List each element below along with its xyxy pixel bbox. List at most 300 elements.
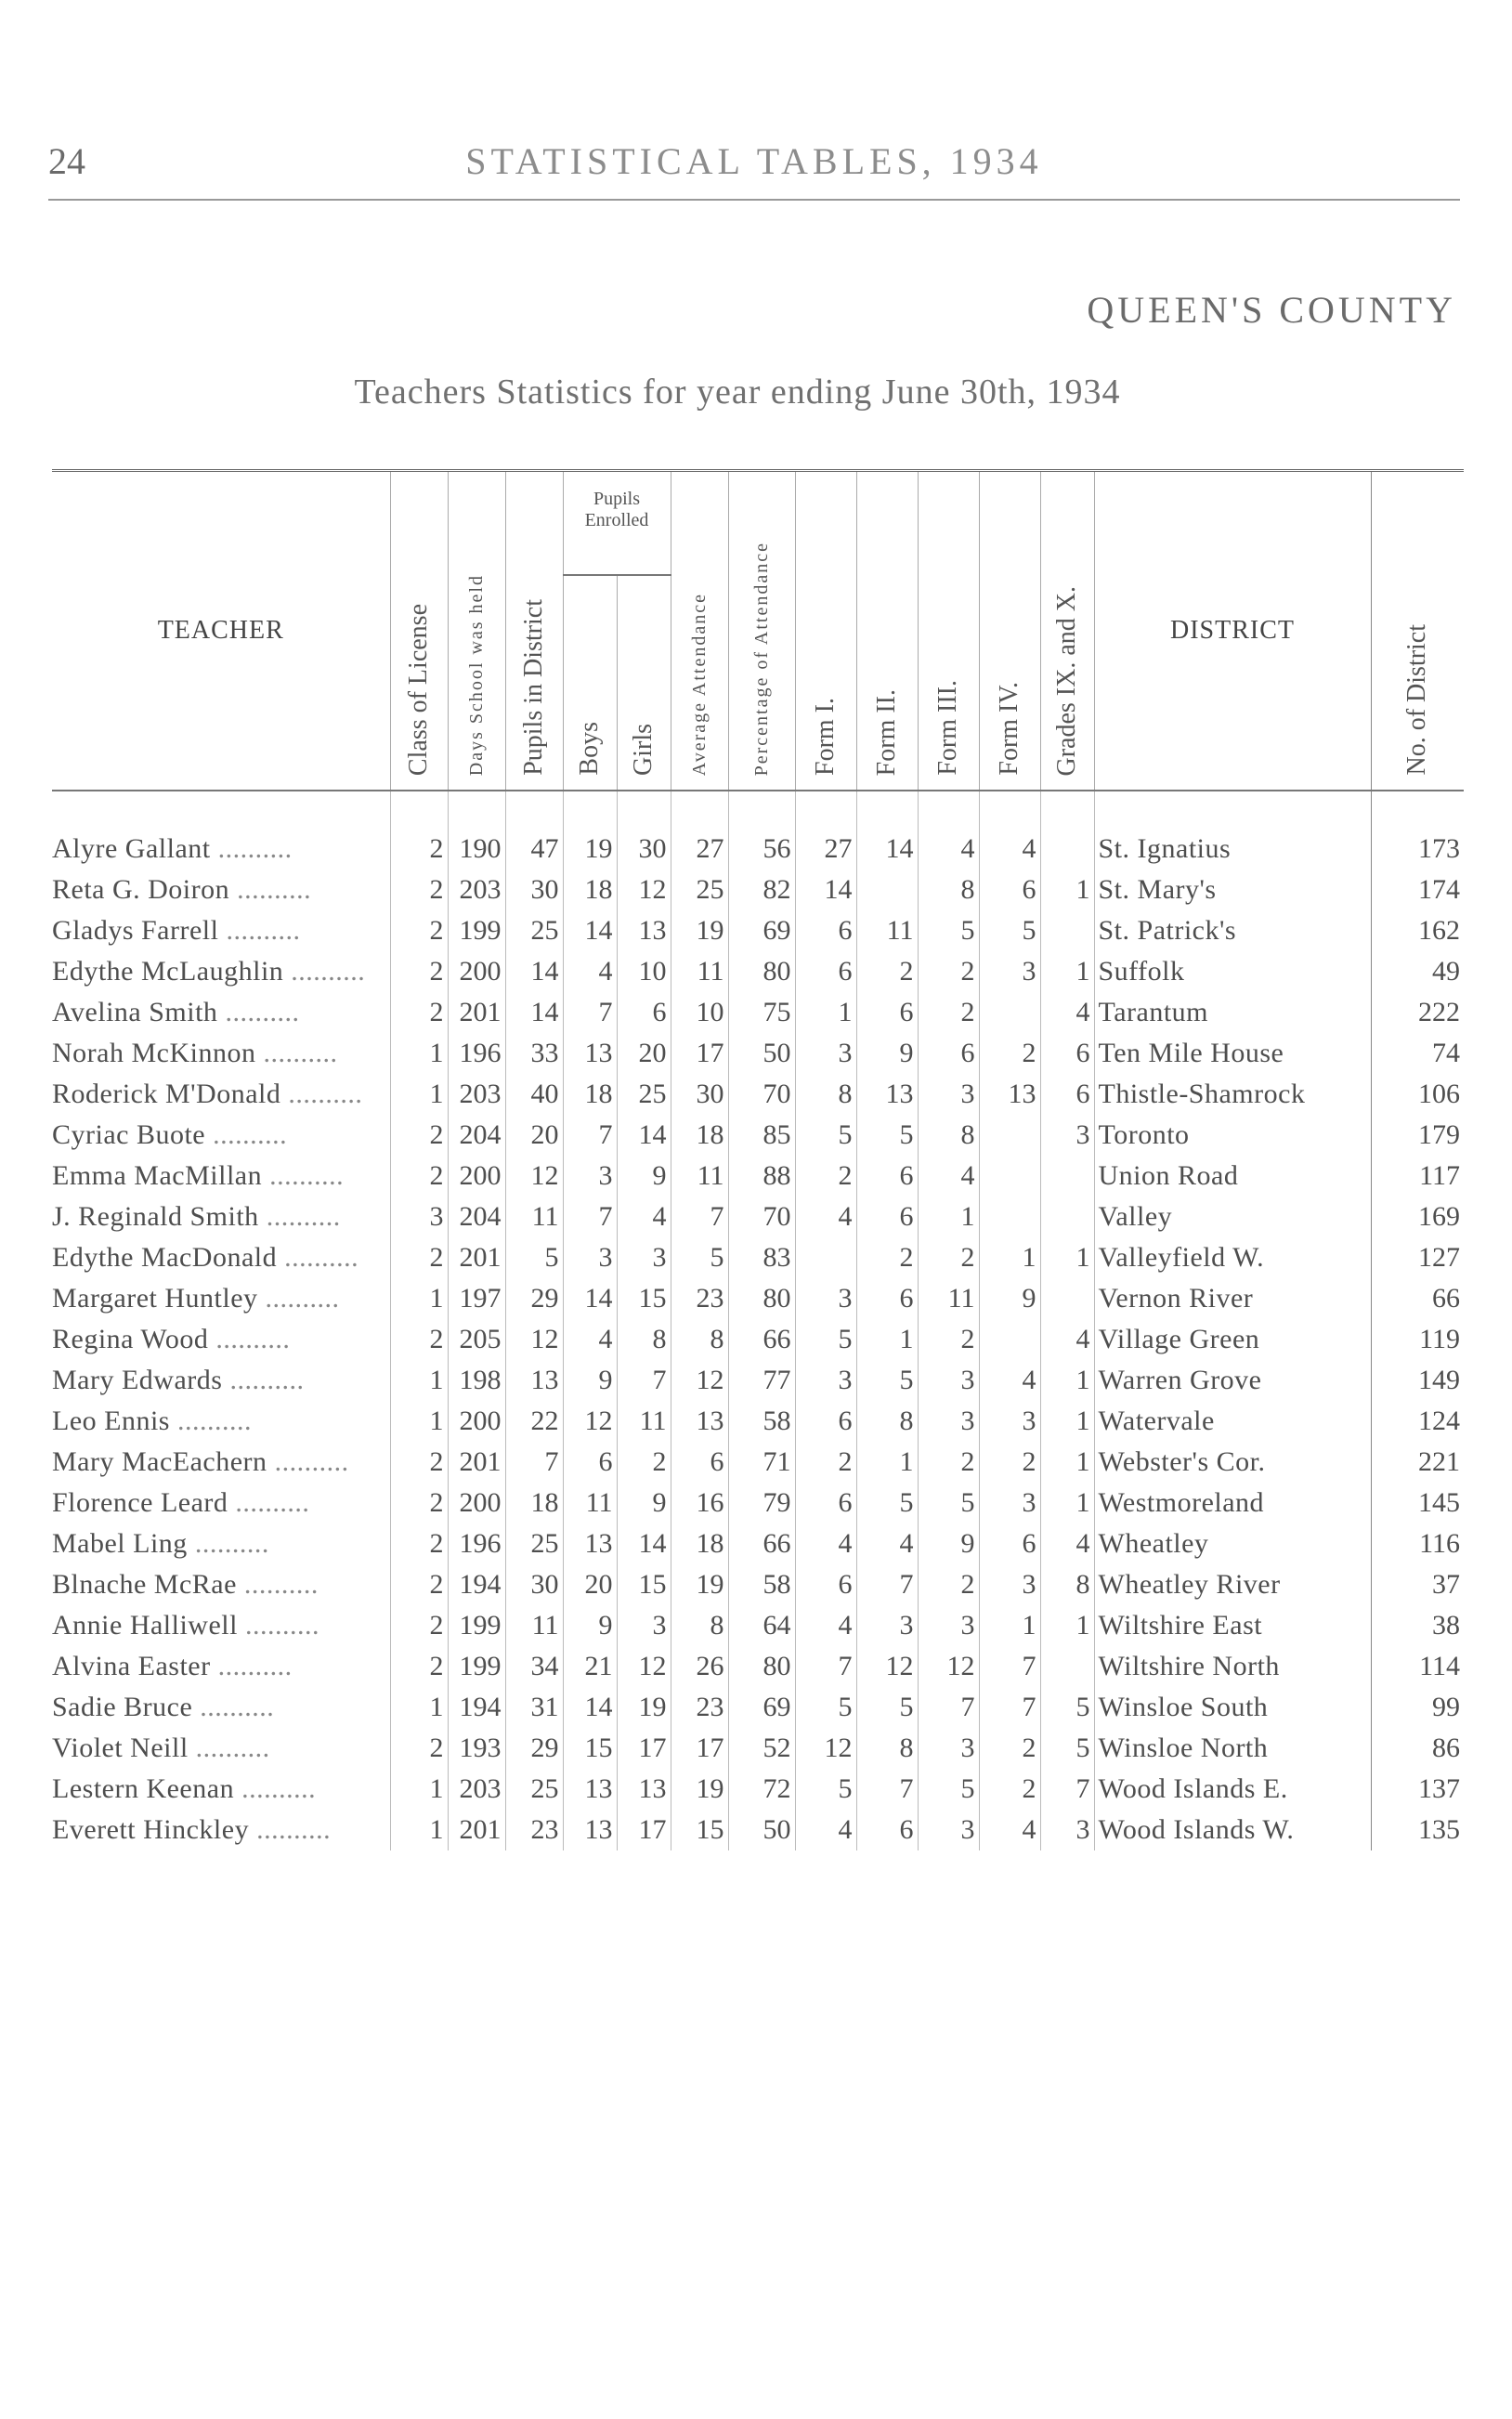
- form-2-cell: 9: [856, 1033, 918, 1074]
- form-2-cell: 4: [856, 1523, 918, 1564]
- form-4-header: Form IV.: [979, 471, 1040, 791]
- pupils-in-district-header: Pupils in District: [505, 471, 563, 791]
- boys-cell: 13: [563, 1769, 617, 1810]
- leader-dots: ..........: [208, 1324, 291, 1354]
- district-number-cell: 117: [1371, 1156, 1464, 1196]
- form-4-cell: 3: [979, 951, 1040, 992]
- form-3-cell: 2: [918, 1237, 979, 1278]
- table-row: [52, 1319, 1464, 1360]
- class-of-license-cell: 2: [390, 910, 448, 951]
- grades-ix-x-cell: 4: [1040, 992, 1094, 1033]
- form-1-cell: 6: [795, 1564, 856, 1605]
- table-row: [52, 870, 1464, 910]
- class-of-license-cell: 1: [390, 1033, 448, 1074]
- boys-cell: 6: [563, 1442, 617, 1483]
- form-1-cell: 27: [795, 829, 856, 870]
- form-1-cell: 6: [795, 910, 856, 951]
- form-3-cell: 12: [918, 1646, 979, 1687]
- district-number-cell: 86: [1371, 1728, 1464, 1769]
- form-2-cell: 6: [856, 992, 918, 1033]
- class-of-license-header: Class of License: [390, 471, 448, 791]
- district-number-cell: 37: [1371, 1564, 1464, 1605]
- girls-cell: 12: [617, 870, 671, 910]
- form-2-cell: 6: [856, 1810, 918, 1850]
- district-cell: [1094, 1156, 1371, 1196]
- teacher-name-cell: [52, 1564, 390, 1605]
- form-4-cell: 4: [979, 829, 1040, 870]
- grades-ix-x-header: Grades IX. and X.: [1040, 471, 1094, 791]
- district-name: Wiltshire North: [1098, 1651, 1280, 1681]
- average-attendance-cell: 13: [671, 1401, 728, 1442]
- boys-cell: 7: [563, 1115, 617, 1156]
- form-1-cell: 2: [795, 1156, 856, 1196]
- class-of-license-cell: 2: [390, 1483, 448, 1523]
- form-4-cell: 1: [979, 1605, 1040, 1646]
- boys-cell: 21: [563, 1646, 617, 1687]
- leader-dots: ..........: [267, 1446, 349, 1477]
- district-number-cell: 149: [1371, 1360, 1464, 1401]
- average-attendance-cell: 8: [671, 1319, 728, 1360]
- teacher-name-cell: [52, 1401, 390, 1442]
- district-name: St. Patrick's: [1098, 915, 1237, 946]
- district-cell: [1094, 910, 1371, 951]
- pupils-in-district-cell: 13: [505, 1360, 563, 1401]
- grades-ix-x-cell: 4: [1040, 1523, 1094, 1564]
- teacher-name: Everett Hinckley: [52, 1814, 250, 1845]
- grades-ix-x-cell: 1: [1040, 1237, 1094, 1278]
- form-1-cell: 5: [795, 1687, 856, 1728]
- leader-dots: ..........: [187, 1528, 269, 1559]
- days-held-cell: 201: [448, 1442, 505, 1483]
- form-4-cell: 13: [979, 1074, 1040, 1115]
- percentage-attendance-cell: 69: [728, 910, 795, 951]
- header-rule: [48, 199, 1460, 201]
- class-of-license-cell: 2: [390, 870, 448, 910]
- class-of-license-cell: 2: [390, 951, 448, 992]
- percentage-attendance-cell: 70: [728, 1074, 795, 1115]
- table-row: [52, 1360, 1464, 1401]
- form-3-cell: 8: [918, 870, 979, 910]
- boys-cell: 19: [563, 829, 617, 870]
- days-held-cell: 200: [448, 1156, 505, 1196]
- district-name: Winsloe South: [1098, 1692, 1269, 1722]
- days-held-cell: 203: [448, 870, 505, 910]
- pupils-in-district-cell: 11: [505, 1605, 563, 1646]
- teacher-name-cell: [52, 1646, 390, 1687]
- grades-ix-x-cell: 5: [1040, 1728, 1094, 1769]
- days-held-cell: 194: [448, 1564, 505, 1605]
- days-held-cell: 201: [448, 992, 505, 1033]
- district-cell: [1094, 1769, 1371, 1810]
- class-of-license-cell: 2: [390, 829, 448, 870]
- teacher-name-cell: [52, 1442, 390, 1483]
- grades-ix-x-cell: 1: [1040, 1360, 1094, 1401]
- leader-dots: ..........: [257, 1283, 340, 1314]
- form-2-cell: 6: [856, 1156, 918, 1196]
- form-1-cell: 6: [795, 951, 856, 992]
- grades-ix-x-cell: [1040, 910, 1094, 951]
- district-name: Ten Mile House: [1098, 1038, 1284, 1068]
- table-row: [52, 1687, 1464, 1728]
- percentage-attendance-cell: 58: [728, 1564, 795, 1605]
- average-attendance-header: Average Attendance: [671, 471, 728, 791]
- district-cell: [1094, 1401, 1371, 1442]
- average-attendance-cell: 11: [671, 1156, 728, 1196]
- form-3-cell: 3: [918, 1401, 979, 1442]
- girls-cell: 14: [617, 1523, 671, 1564]
- grades-ix-x-cell: 1: [1040, 870, 1094, 910]
- district-name: Wheatley River: [1098, 1569, 1281, 1600]
- district-number-cell: 74: [1371, 1033, 1464, 1074]
- average-attendance-cell: 23: [671, 1687, 728, 1728]
- leader-dots: ..........: [188, 1733, 270, 1763]
- district-cell: [1094, 1196, 1371, 1237]
- boys-cell: 18: [563, 870, 617, 910]
- boys-cell: 18: [563, 1074, 617, 1115]
- boys-cell: 9: [563, 1360, 617, 1401]
- class-of-license-cell: 3: [390, 1196, 448, 1237]
- teacher-name: Mary MacEachern: [52, 1446, 267, 1477]
- leader-dots: ..........: [228, 1487, 310, 1518]
- district-number-cell: 221: [1371, 1442, 1464, 1483]
- leader-dots: ..........: [277, 1242, 359, 1273]
- teacher-name-cell: [52, 1605, 390, 1646]
- pupils-in-district-cell: 11: [505, 1196, 563, 1237]
- average-attendance-cell: 18: [671, 1523, 728, 1564]
- average-attendance-cell: 25: [671, 870, 728, 910]
- teacher-name-cell: [52, 951, 390, 992]
- teacher-name: Violet Neill: [52, 1733, 189, 1763]
- pupils-in-district-cell: 30: [505, 870, 563, 910]
- pupils-enrolled-header: [563, 471, 671, 576]
- average-attendance-cell: 16: [671, 1483, 728, 1523]
- percentage-attendance-cell: 66: [728, 1319, 795, 1360]
- form-4-cell: 4: [979, 1360, 1040, 1401]
- district-cell: [1094, 1115, 1371, 1156]
- grades-ix-x-cell: [1040, 1646, 1094, 1687]
- table-body: [52, 791, 1464, 1850]
- pupils-in-district-cell: 25: [505, 1769, 563, 1810]
- leader-dots: ..........: [192, 1692, 275, 1722]
- girls-cell: 12: [617, 1646, 671, 1687]
- district-number-cell: 222: [1371, 992, 1464, 1033]
- percentage-attendance-cell: 70: [728, 1196, 795, 1237]
- boys-cell: 7: [563, 992, 617, 1033]
- table-row: [52, 910, 1464, 951]
- district-cell: [1094, 992, 1371, 1033]
- district-cell: [1094, 1687, 1371, 1728]
- form-1-cell: 4: [795, 1196, 856, 1237]
- form-4-cell: 2: [979, 1442, 1040, 1483]
- teacher-name: Roderick M'Donald: [52, 1079, 281, 1109]
- percentage-attendance-cell: 77: [728, 1360, 795, 1401]
- boys-cell: 3: [563, 1237, 617, 1278]
- district-number-cell: 38: [1371, 1605, 1464, 1646]
- average-attendance-cell: 8: [671, 1605, 728, 1646]
- teacher-name-cell: [52, 1523, 390, 1564]
- class-of-license-cell: 1: [390, 1360, 448, 1401]
- form-4-cell: 3: [979, 1483, 1040, 1523]
- teacher-name: Leo Ennis: [52, 1406, 170, 1436]
- pupils-in-district-cell: 12: [505, 1319, 563, 1360]
- district-cell: [1094, 1728, 1371, 1769]
- form-4-cell: 2: [979, 1728, 1040, 1769]
- form-3-cell: 3: [918, 1728, 979, 1769]
- percentage-attendance-cell: 64: [728, 1605, 795, 1646]
- teacher-name-cell: [52, 1728, 390, 1769]
- district-name: Westmoreland: [1098, 1487, 1265, 1518]
- teacher-name: Emma MacMillan: [52, 1160, 263, 1191]
- teacher-name-cell: [52, 1810, 390, 1850]
- form-3-cell: 4: [918, 829, 979, 870]
- leader-dots: ..........: [262, 1160, 345, 1191]
- boys-cell: 15: [563, 1728, 617, 1769]
- form-1-cell: [795, 1237, 856, 1278]
- boys-cell: 20: [563, 1564, 617, 1605]
- percentage-attendance-cell: 52: [728, 1728, 795, 1769]
- grades-ix-x-cell: [1040, 1278, 1094, 1319]
- district-cell: [1094, 1319, 1371, 1360]
- form-1-cell: 5: [795, 1319, 856, 1360]
- district-cell: [1094, 1646, 1371, 1687]
- form-2-cell: 7: [856, 1769, 918, 1810]
- days-held-cell: 199: [448, 1646, 505, 1687]
- class-of-license-cell: 2: [390, 1442, 448, 1483]
- table-row: [52, 1196, 1464, 1237]
- district-name: Thistle-Shamrock: [1098, 1079, 1306, 1109]
- table-row: [52, 1564, 1464, 1605]
- form-1-cell: 3: [795, 1360, 856, 1401]
- girls-cell: 9: [617, 1156, 671, 1196]
- girls-cell: 2: [617, 1442, 671, 1483]
- form-1-cell: 14: [795, 870, 856, 910]
- form-1-cell: 4: [795, 1605, 856, 1646]
- grades-ix-x-cell: 3: [1040, 1115, 1094, 1156]
- leader-dots: ..........: [169, 1406, 252, 1436]
- pupils-in-district-cell: 29: [505, 1728, 563, 1769]
- form-4-cell: 5: [979, 910, 1040, 951]
- leader-dots: ..........: [217, 997, 300, 1027]
- table-row: [52, 1442, 1464, 1483]
- percentage-attendance-cell: 85: [728, 1115, 795, 1156]
- teacher-name-cell: [52, 1360, 390, 1401]
- table-row: [52, 992, 1464, 1033]
- leader-dots: ..........: [210, 1651, 293, 1681]
- percentage-attendance-cell: 75: [728, 992, 795, 1033]
- average-attendance-cell: 19: [671, 910, 728, 951]
- form-4-cell: [979, 1115, 1040, 1156]
- form-1-cell: 7: [795, 1646, 856, 1687]
- days-held-cell: 204: [448, 1196, 505, 1237]
- leader-dots: ..........: [205, 1119, 288, 1150]
- boys-cell: 7: [563, 1196, 617, 1237]
- district-name: Webster's Cor.: [1098, 1446, 1266, 1477]
- form-4-cell: 7: [979, 1687, 1040, 1728]
- table-row: [52, 1278, 1464, 1319]
- pupils-in-district-cell: 14: [505, 992, 563, 1033]
- district-cell: [1094, 1605, 1371, 1646]
- class-of-license-cell: 2: [390, 1523, 448, 1564]
- pupils-in-district-cell: 23: [505, 1810, 563, 1850]
- class-of-license-cell: 1: [390, 1074, 448, 1115]
- leader-dots: ..........: [229, 874, 312, 905]
- girls-cell: 6: [617, 992, 671, 1033]
- district-name: Wood Islands W.: [1098, 1814, 1295, 1845]
- average-attendance-cell: 17: [671, 1033, 728, 1074]
- class-of-license-cell: 2: [390, 992, 448, 1033]
- district-cell: [1094, 829, 1371, 870]
- days-held-cell: 203: [448, 1074, 505, 1115]
- average-attendance-cell: 26: [671, 1646, 728, 1687]
- form-1-cell: 6: [795, 1401, 856, 1442]
- average-attendance-cell: 30: [671, 1074, 728, 1115]
- table-row: [52, 951, 1464, 992]
- class-of-license-cell: 2: [390, 1728, 448, 1769]
- form-2-cell: 2: [856, 1237, 918, 1278]
- leader-dots: ..........: [237, 1610, 319, 1641]
- percentage-attendance-cell: 56: [728, 829, 795, 870]
- class-of-license-cell: 1: [390, 1687, 448, 1728]
- teacher-name-cell: [52, 829, 390, 870]
- days-held-cell: 196: [448, 1033, 505, 1074]
- form-2-cell: 5: [856, 1115, 918, 1156]
- form-2-cell: 8: [856, 1728, 918, 1769]
- boys-cell: 9: [563, 1605, 617, 1646]
- form-2-cell: 5: [856, 1360, 918, 1401]
- teacher-name-cell: [52, 1237, 390, 1278]
- form-4-cell: 1: [979, 1237, 1040, 1278]
- form-1-cell: 1: [795, 992, 856, 1033]
- district-cell: [1094, 1237, 1371, 1278]
- form-3-cell: 8: [918, 1115, 979, 1156]
- boys-cell: 13: [563, 1033, 617, 1074]
- girls-cell: 3: [617, 1605, 671, 1646]
- district-cell: [1094, 1483, 1371, 1523]
- teacher-name-cell: [52, 1033, 390, 1074]
- form-3-cell: 2: [918, 1564, 979, 1605]
- district-name: Suffolk: [1098, 956, 1185, 987]
- percentage-attendance-cell: 83: [728, 1237, 795, 1278]
- average-attendance-cell: 19: [671, 1564, 728, 1605]
- class-of-license-cell: 1: [390, 1769, 448, 1810]
- percentage-attendance-header: Percentage of Attendance: [728, 471, 795, 791]
- class-of-license-cell: 2: [390, 1115, 448, 1156]
- days-held-cell: 198: [448, 1360, 505, 1401]
- girls-cell: 11: [617, 1401, 671, 1442]
- percentage-attendance-cell: 80: [728, 1646, 795, 1687]
- grades-ix-x-cell: 1: [1040, 1483, 1094, 1523]
- table-row: [52, 829, 1464, 870]
- pupils-in-district-cell: 12: [505, 1156, 563, 1196]
- teacher-name: Norah McKinnon: [52, 1038, 256, 1068]
- form-2-cell: 5: [856, 1483, 918, 1523]
- form-3-cell: 7: [918, 1687, 979, 1728]
- district-number-cell: 49: [1371, 951, 1464, 992]
- table-row: [52, 1483, 1464, 1523]
- average-attendance-cell: 18: [671, 1115, 728, 1156]
- pupils-in-district-cell: 40: [505, 1074, 563, 1115]
- percentage-attendance-cell: 80: [728, 1278, 795, 1319]
- district-number-cell: 106: [1371, 1074, 1464, 1115]
- days-held-cell: 200: [448, 1401, 505, 1442]
- pupils-in-district-cell: 18: [505, 1483, 563, 1523]
- form-1-cell: 3: [795, 1278, 856, 1319]
- district-number-cell: 162: [1371, 910, 1464, 951]
- girls-cell: 25: [617, 1074, 671, 1115]
- table-row: [52, 1728, 1464, 1769]
- average-attendance-cell: 23: [671, 1278, 728, 1319]
- table-row: [52, 1237, 1464, 1278]
- teacher-name-cell: [52, 870, 390, 910]
- form-3-cell: 1: [918, 1196, 979, 1237]
- percentage-attendance-cell: 79: [728, 1483, 795, 1523]
- class-of-license-cell: 2: [390, 1237, 448, 1278]
- pupils-in-district-cell: 33: [505, 1033, 563, 1074]
- teacher-name: Sadie Bruce: [52, 1692, 193, 1722]
- teacher-name-cell: [52, 1319, 390, 1360]
- teacher-name-cell: [52, 1483, 390, 1523]
- girls-cell: 7: [617, 1360, 671, 1401]
- form-1-cell: 6: [795, 1483, 856, 1523]
- form-4-cell: 7: [979, 1646, 1040, 1687]
- girls-cell: 15: [617, 1278, 671, 1319]
- form-2-cell: 3: [856, 1605, 918, 1646]
- table-row: [52, 1033, 1464, 1074]
- class-of-license-cell: 1: [390, 1278, 448, 1319]
- teacher-name: Annie Halliwell: [52, 1610, 238, 1641]
- grades-ix-x-cell: 6: [1040, 1074, 1094, 1115]
- pupils-in-district-cell: 22: [505, 1401, 563, 1442]
- teacher-statistics-table: [52, 469, 1464, 1850]
- grades-ix-x-cell: 1: [1040, 1605, 1094, 1646]
- pupils-in-district-cell: 30: [505, 1564, 563, 1605]
- pupils-in-district-cell: 14: [505, 951, 563, 992]
- class-of-license-cell: 2: [390, 1646, 448, 1687]
- form-4-cell: 3: [979, 1401, 1040, 1442]
- table-header: [52, 471, 1464, 791]
- form-3-cell: 3: [918, 1360, 979, 1401]
- form-2-cell: 2: [856, 951, 918, 992]
- district-number-cell: 137: [1371, 1769, 1464, 1810]
- form-4-cell: 4: [979, 1810, 1040, 1850]
- teacher-name: Avelina Smith: [52, 997, 218, 1027]
- days-held-cell: 201: [448, 1810, 505, 1850]
- boys-cell: 14: [563, 1687, 617, 1728]
- form-1-cell: 5: [795, 1115, 856, 1156]
- days-held-cell: 201: [448, 1237, 505, 1278]
- percentage-attendance-cell: 88: [728, 1156, 795, 1196]
- district-name: Vernon River: [1098, 1283, 1254, 1314]
- average-attendance-cell: 27: [671, 829, 728, 870]
- girls-header: Girls: [617, 575, 671, 791]
- district-cell: [1094, 1278, 1371, 1319]
- district-number-cell: 145: [1371, 1483, 1464, 1523]
- grades-ix-x-cell: 1: [1040, 951, 1094, 992]
- grades-ix-x-cell: 1: [1040, 1401, 1094, 1442]
- district-number-cell: 169: [1371, 1196, 1464, 1237]
- form-4-cell: [979, 1319, 1040, 1360]
- teacher-column-header: TEACHER: [52, 471, 390, 791]
- teacher-name: Alvina Easter: [52, 1651, 211, 1681]
- pupils-in-district-cell: 7: [505, 1442, 563, 1483]
- form-2-cell: 14: [856, 829, 918, 870]
- district-name: Toronto: [1098, 1119, 1190, 1150]
- form-3-cell: 4: [918, 1156, 979, 1196]
- class-of-license-cell: 2: [390, 1156, 448, 1196]
- pupils-in-district-cell: 25: [505, 1523, 563, 1564]
- teacher-name: Regina Wood: [52, 1324, 209, 1354]
- form-2-header: Form II.: [856, 471, 918, 791]
